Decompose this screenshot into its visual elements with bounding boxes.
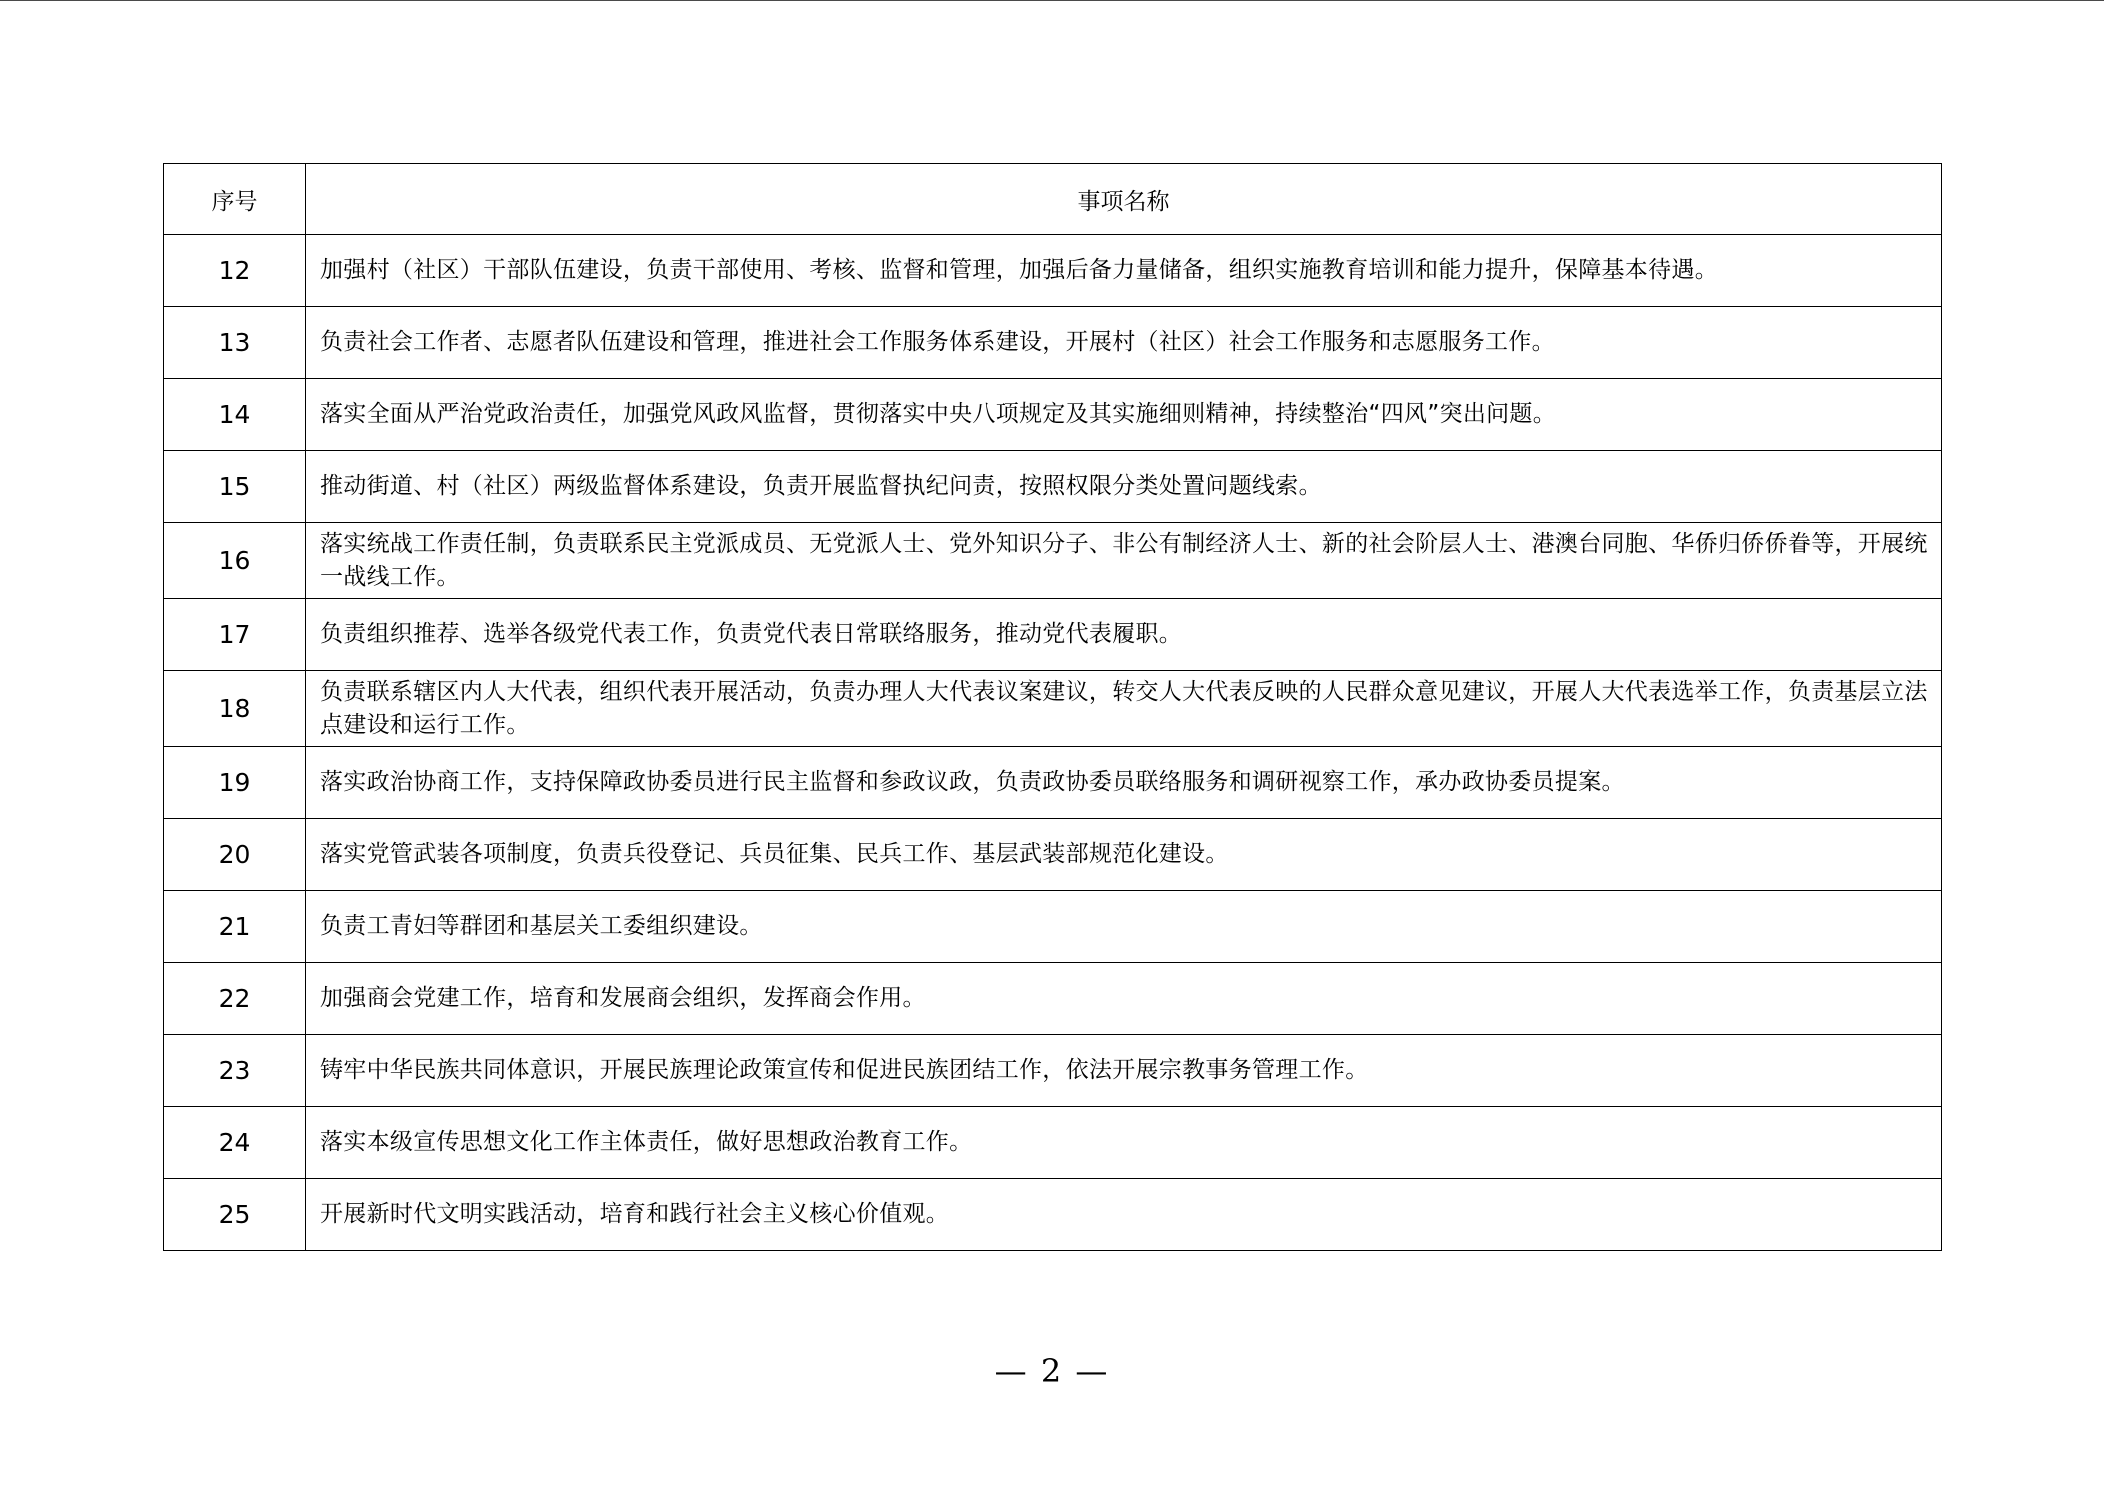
row-serial-number: 22 xyxy=(164,963,306,1035)
table-row xyxy=(164,963,1942,1035)
row-item-name: 落实本级宣传思想文化工作主体责任，做好思想政治教育工作。 xyxy=(306,1107,1942,1179)
row-serial-number: 15 xyxy=(164,451,306,523)
table-row xyxy=(164,451,1942,523)
row-item-name: 落实统战工作责任制，负责联系民主党派成员、无党派人士、党外知识分子、非公有制经济人士、新的社会阶层人士、港澳台同胞、华侨归侨侨眷等，开展统一战线工作。 xyxy=(306,523,1942,599)
table-row xyxy=(164,1035,1942,1107)
row-serial-number: 14 xyxy=(164,379,306,451)
row-item-name: 负责工青妇等群团和基层关工委组织建设。 xyxy=(306,891,1942,963)
row-item-name: 铸牢中华民族共同体意识，开展民族理论政策宣传和促进民族团结工作，依法开展宗教事务管理工作。 xyxy=(306,1035,1942,1107)
top-border-line xyxy=(0,0,2104,1)
table-row xyxy=(164,891,1942,963)
items-table xyxy=(163,163,1942,1251)
row-item-name: 落实党管武装各项制度，负责兵役登记、兵员征集、民兵工作、基层武装部规范化建设。 xyxy=(306,819,1942,891)
table-row xyxy=(164,671,1942,747)
row-serial-number: 24 xyxy=(164,1107,306,1179)
row-serial-number: 12 xyxy=(164,235,306,307)
row-item-name: 落实全面从严治党政治责任，加强党风政风监督，贯彻落实中央八项规定及其实施细则精神，持续整治“四风”突出问题。 xyxy=(306,379,1942,451)
header-item-name: 事项名称 xyxy=(306,164,1942,235)
table-row xyxy=(164,235,1942,307)
row-serial-number: 25 xyxy=(164,1179,306,1251)
table-row xyxy=(164,379,1942,451)
page-number: — 2 — xyxy=(994,1352,1110,1390)
row-serial-number: 23 xyxy=(164,1035,306,1107)
row-item-name: 加强村（社区）干部队伍建设，负责干部使用、考核、监督和管理，加强后备力量储备，组织实施教育培训和能力提升，保障基本待遇。 xyxy=(306,235,1942,307)
table-row xyxy=(164,523,1942,599)
row-serial-number: 18 xyxy=(164,671,306,747)
row-item-name: 负责社会工作者、志愿者队伍建设和管理，推进社会工作服务体系建设，开展村（社区）社会工作服务和志愿服务工作。 xyxy=(306,307,1942,379)
row-serial-number: 17 xyxy=(164,599,306,671)
row-serial-number: 19 xyxy=(164,747,306,819)
table-row xyxy=(164,747,1942,819)
row-serial-number: 13 xyxy=(164,307,306,379)
row-item-name: 推动街道、村（社区）两级监督体系建设，负责开展监督执纪问责，按照权限分类处置问题线索。 xyxy=(306,451,1942,523)
header-serial-number: 序号 xyxy=(164,164,306,235)
row-item-name: 开展新时代文明实践活动，培育和践行社会主义核心价值观。 xyxy=(306,1179,1942,1251)
table-row xyxy=(164,599,1942,671)
row-item-name: 负责组织推荐、选举各级党代表工作，负责党代表日常联络服务，推动党代表履职。 xyxy=(306,599,1942,671)
row-serial-number: 20 xyxy=(164,819,306,891)
table-header-row xyxy=(164,164,1942,235)
table-row xyxy=(164,819,1942,891)
row-serial-number: 21 xyxy=(164,891,306,963)
table-row xyxy=(164,1179,1942,1251)
table-row xyxy=(164,307,1942,379)
row-serial-number: 16 xyxy=(164,523,306,599)
table-row xyxy=(164,1107,1942,1179)
row-item-name: 落实政治协商工作，支持保障政协委员进行民主监督和参政议政，负责政协委员联络服务和调研视察工作，承办政协委员提案。 xyxy=(306,747,1942,819)
row-item-name: 加强商会党建工作，培育和发展商会组织，发挥商会作用。 xyxy=(306,963,1942,1035)
row-item-name: 负责联系辖区内人大代表，组织代表开展活动，负责办理人大代表议案建议，转交人大代表反映的人民群众意见建议，开展人大代表选举工作，负责基层立法点建设和运行工作。 xyxy=(306,671,1942,747)
